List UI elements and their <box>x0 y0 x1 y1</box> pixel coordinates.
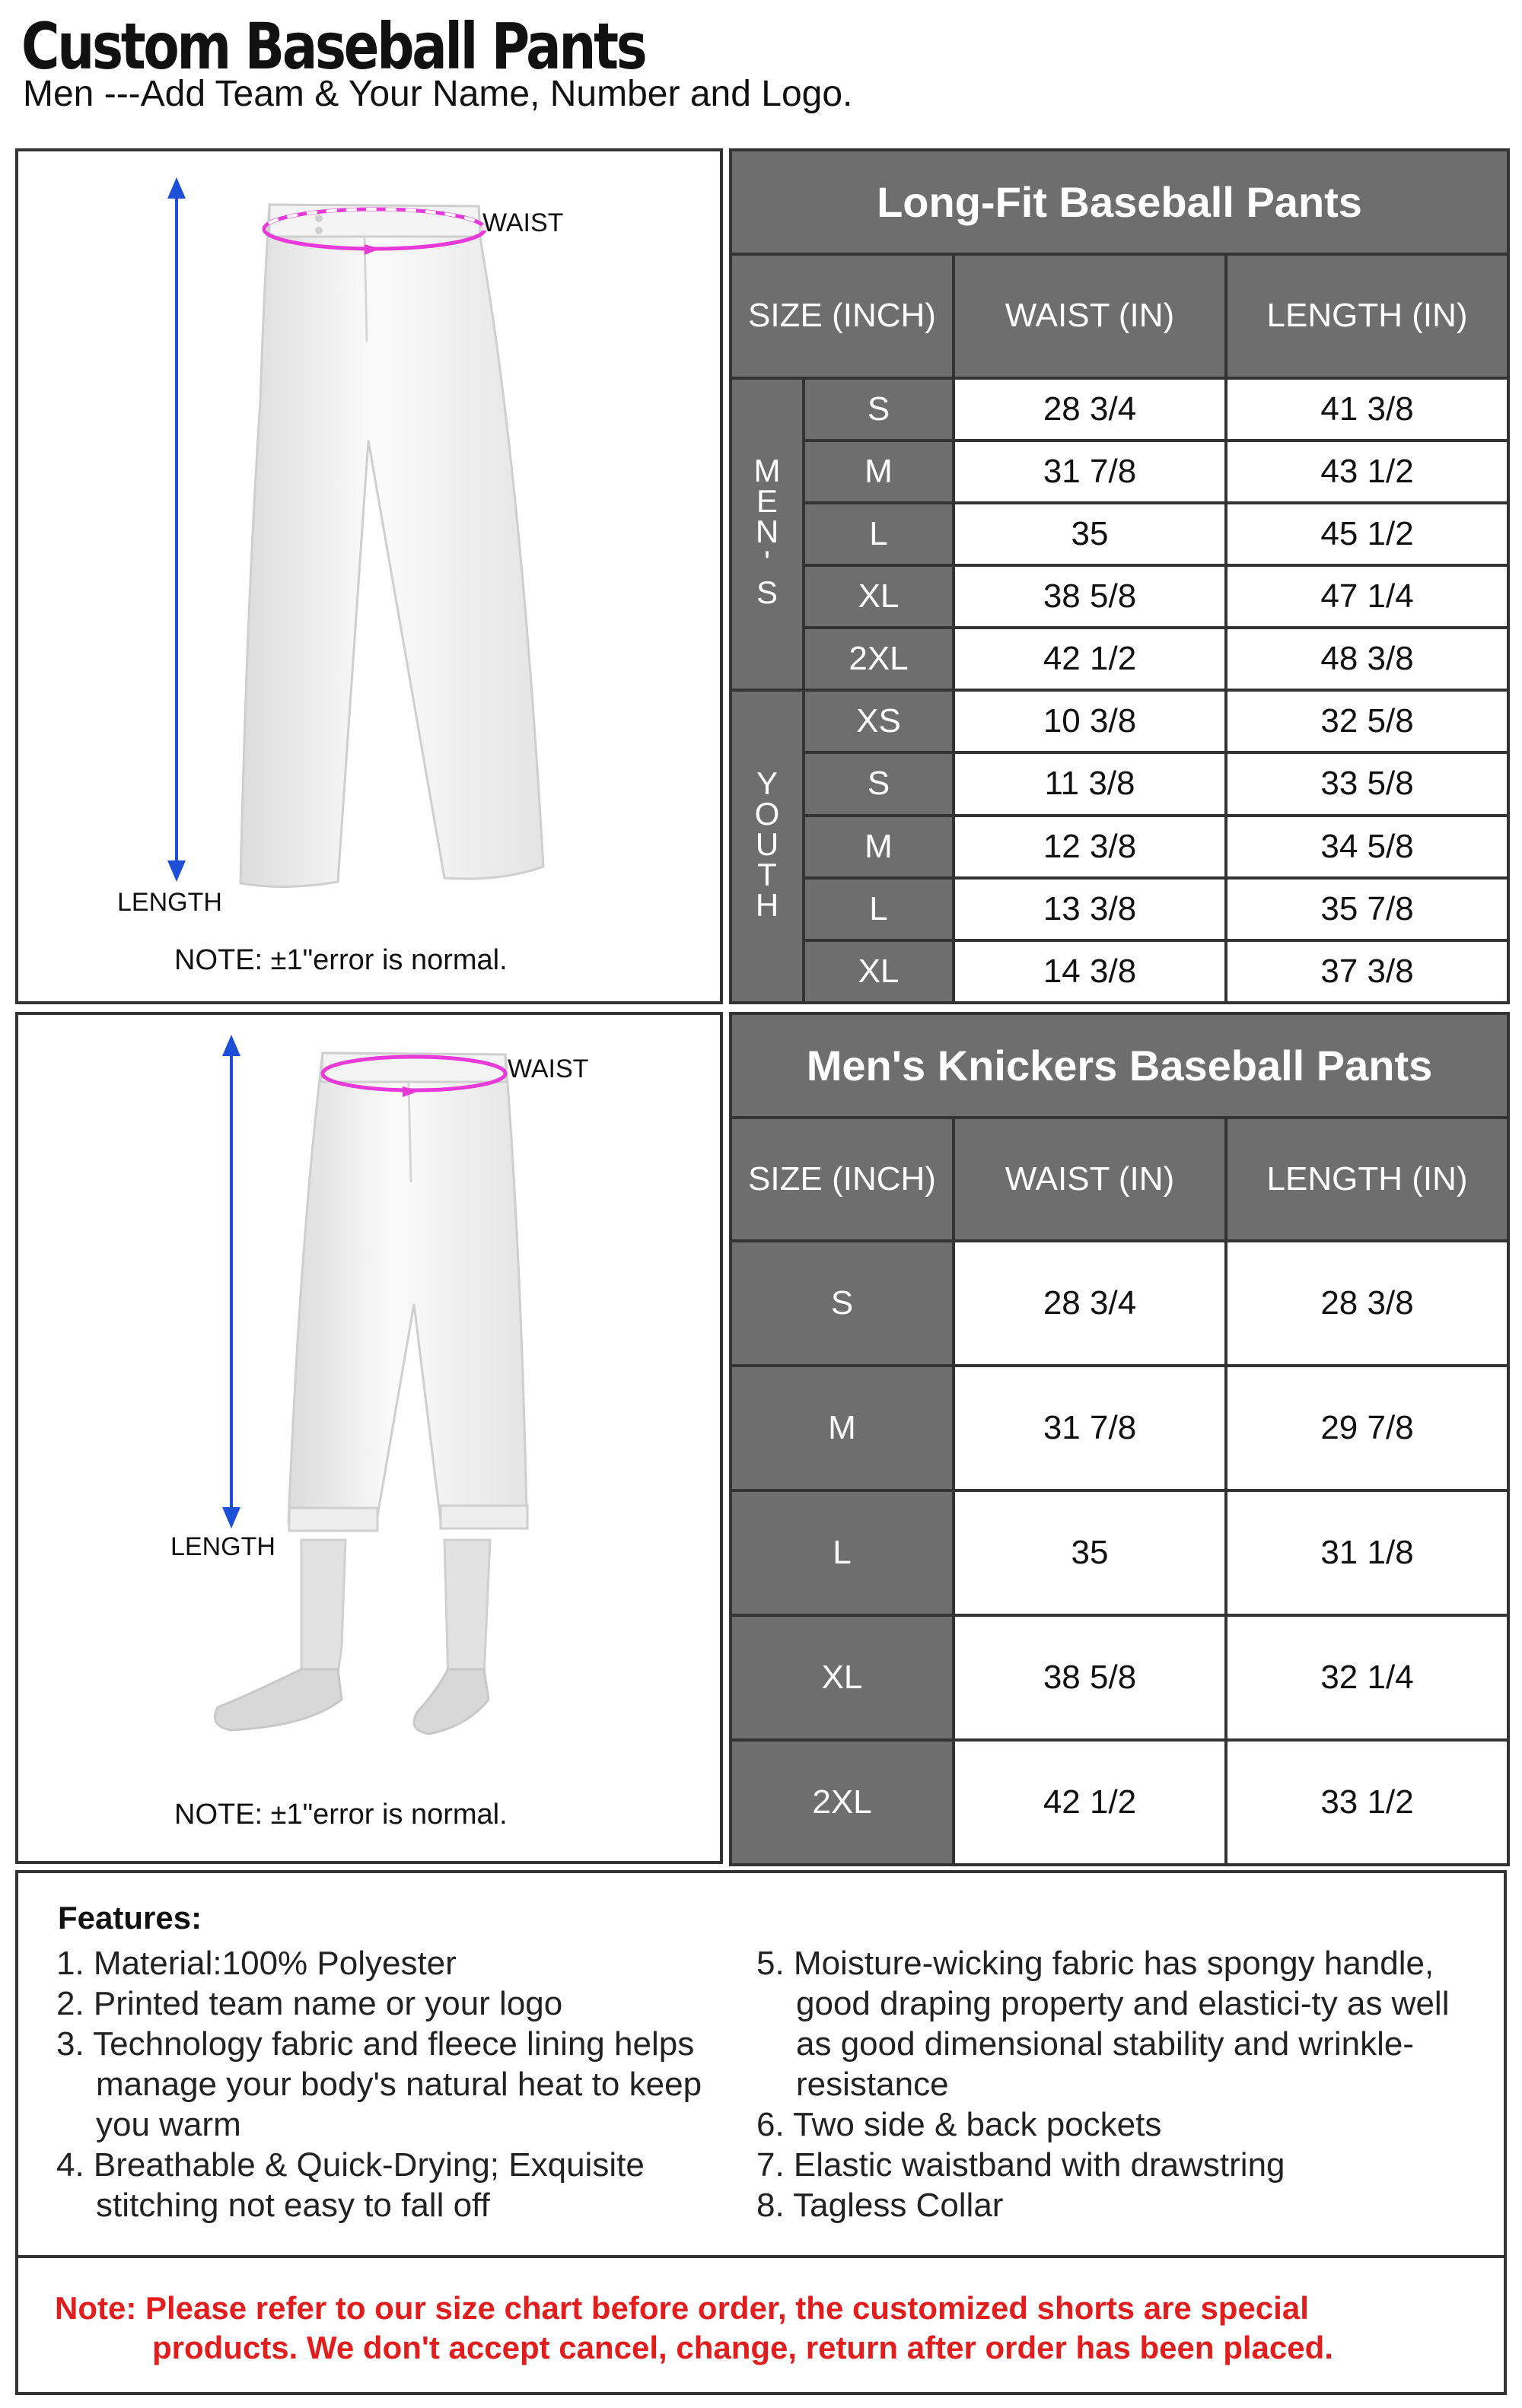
length-cell: 29 7/8 <box>1226 1366 1508 1490</box>
size-cell: XS <box>804 690 954 752</box>
waist-cell: 13 3/8 <box>954 878 1226 940</box>
size-header: SIZE (INCH) <box>731 1118 954 1241</box>
youth-group-label: Y O U T H <box>731 690 804 1003</box>
size-cell: M <box>804 441 954 503</box>
waist-cell: 38 5/8 <box>954 1615 1226 1740</box>
length-header: LENGTH (IN) <box>1226 1118 1508 1241</box>
feature-item: 8. Tagless Collar <box>756 2187 1004 2224</box>
length-label: LENGTH <box>170 1532 275 1561</box>
error-note: NOTE: ±1"error is normal. <box>174 944 508 976</box>
length-cell: 37 3/8 <box>1226 940 1508 1003</box>
length-cell: 34 5/8 <box>1226 816 1508 878</box>
size-cell: XL <box>804 565 954 628</box>
page-subtitle: Men ---Add Team & Your Name, Number and Logo. <box>23 74 853 114</box>
warning-line-2: products. We don't accept cancel, change, return after order has been placed. <box>152 2330 1333 2365</box>
waist-cell: 42 1/2 <box>954 628 1226 690</box>
feature-item: 5. Moisture-wicking fabric has spongy handle, good draping property and elastici-ty as well as good dimensional stability and wrinkle-resistance <box>756 1945 1450 2103</box>
feature-item: 6. Two side & back pockets <box>756 2106 1162 2143</box>
size-cell: XL <box>731 1615 954 1740</box>
length-cell: 45 1/2 <box>1226 503 1508 565</box>
waist-cell: 12 3/8 <box>954 816 1226 878</box>
size-cell: L <box>731 1490 954 1615</box>
length-cell: 48 3/8 <box>1226 628 1508 690</box>
long-pants-illustration-panel <box>15 148 723 1004</box>
waist-header: WAIST (IN) <box>954 1118 1226 1241</box>
waist-cell: 10 3/8 <box>954 690 1226 752</box>
waist-cell: 35 <box>954 503 1226 565</box>
long-fit-size-table <box>729 148 1510 1004</box>
size-cell: M <box>731 1366 954 1490</box>
knickers-size-table <box>729 1012 1510 1866</box>
waist-header: WAIST (IN) <box>954 254 1226 377</box>
length-cell: 32 5/8 <box>1226 690 1508 752</box>
size-cell: S <box>731 1241 954 1366</box>
features-right-list <box>756 1943 1472 2225</box>
length-cell: 32 1/4 <box>1226 1615 1508 1740</box>
size-cell: S <box>804 752 954 815</box>
length-cell: 47 1/4 <box>1226 565 1508 628</box>
table-title: Men's Knickers Baseball Pants <box>731 1013 1508 1118</box>
length-header: LENGTH (IN) <box>1226 254 1508 377</box>
feature-item: 2. Printed team name or your logo <box>56 1985 563 2022</box>
length-cell: 33 5/8 <box>1226 752 1508 815</box>
length-cell: 31 1/8 <box>1226 1490 1508 1615</box>
length-arrow-icon <box>222 1035 240 1528</box>
waist-label: WAIST <box>482 208 564 237</box>
length-cell: 41 3/8 <box>1226 378 1508 441</box>
knicker-pants-illustration-panel <box>15 1012 723 1864</box>
waist-cell: 28 3/4 <box>954 1241 1226 1366</box>
waist-cell: 11 3/8 <box>954 752 1226 815</box>
size-cell: XL <box>804 940 954 1003</box>
waist-label: WAIST <box>508 1054 589 1083</box>
waist-cell: 28 3/4 <box>954 378 1226 441</box>
length-cell: 35 7/8 <box>1226 878 1508 940</box>
waist-cell: 35 <box>954 1490 1226 1615</box>
feature-item: 4. Breathable & Quick-Drying; Exquisite stitching not easy to fall off <box>56 2146 645 2224</box>
waist-cell: 14 3/8 <box>954 940 1226 1003</box>
warning-line-1: Note: Please refer to our size chart before order, the customized shorts are special <box>55 2290 1309 2326</box>
mens-group-label: M E N ' S <box>731 378 804 691</box>
waist-cell: 31 7/8 <box>954 1366 1226 1490</box>
long-pants-icon <box>18 151 720 1001</box>
features-box <box>15 1870 1507 2395</box>
feature-item: 7. Elastic waistband with drawstring <box>756 2146 1285 2184</box>
feature-item: 1. Material:100% Polyester <box>56 1945 457 1982</box>
knicker-pants-icon <box>18 1015 720 1861</box>
length-label: LENGTH <box>117 888 222 917</box>
features-left-list <box>56 1943 756 2225</box>
length-cell: 43 1/2 <box>1226 441 1508 503</box>
section-divider <box>18 2255 1504 2258</box>
size-cell: 2XL <box>804 628 954 690</box>
error-note: NOTE: ±1"error is normal. <box>174 1799 508 1831</box>
size-cell: S <box>804 378 954 441</box>
features-heading: Features: <box>58 1900 202 1936</box>
size-cell: L <box>804 503 954 565</box>
page-title: Custom Baseball Pants <box>21 9 645 84</box>
size-header: SIZE (INCH) <box>731 254 954 377</box>
size-cell: L <box>804 878 954 940</box>
length-arrow-icon <box>167 177 186 882</box>
waist-cell: 38 5/8 <box>954 565 1226 628</box>
table-title: Long-Fit Baseball Pants <box>731 150 1508 254</box>
length-cell: 33 1/2 <box>1226 1740 1508 1865</box>
waist-cell: 31 7/8 <box>954 441 1226 503</box>
size-cell: 2XL <box>731 1740 954 1865</box>
size-cell: M <box>804 816 954 878</box>
waist-cell: 42 1/2 <box>954 1740 1226 1865</box>
feature-item: 3. Technology fabric and fleece lining helps manage your body's natural heat to keep you warm <box>56 2025 702 2143</box>
length-cell: 28 3/8 <box>1226 1241 1508 1366</box>
